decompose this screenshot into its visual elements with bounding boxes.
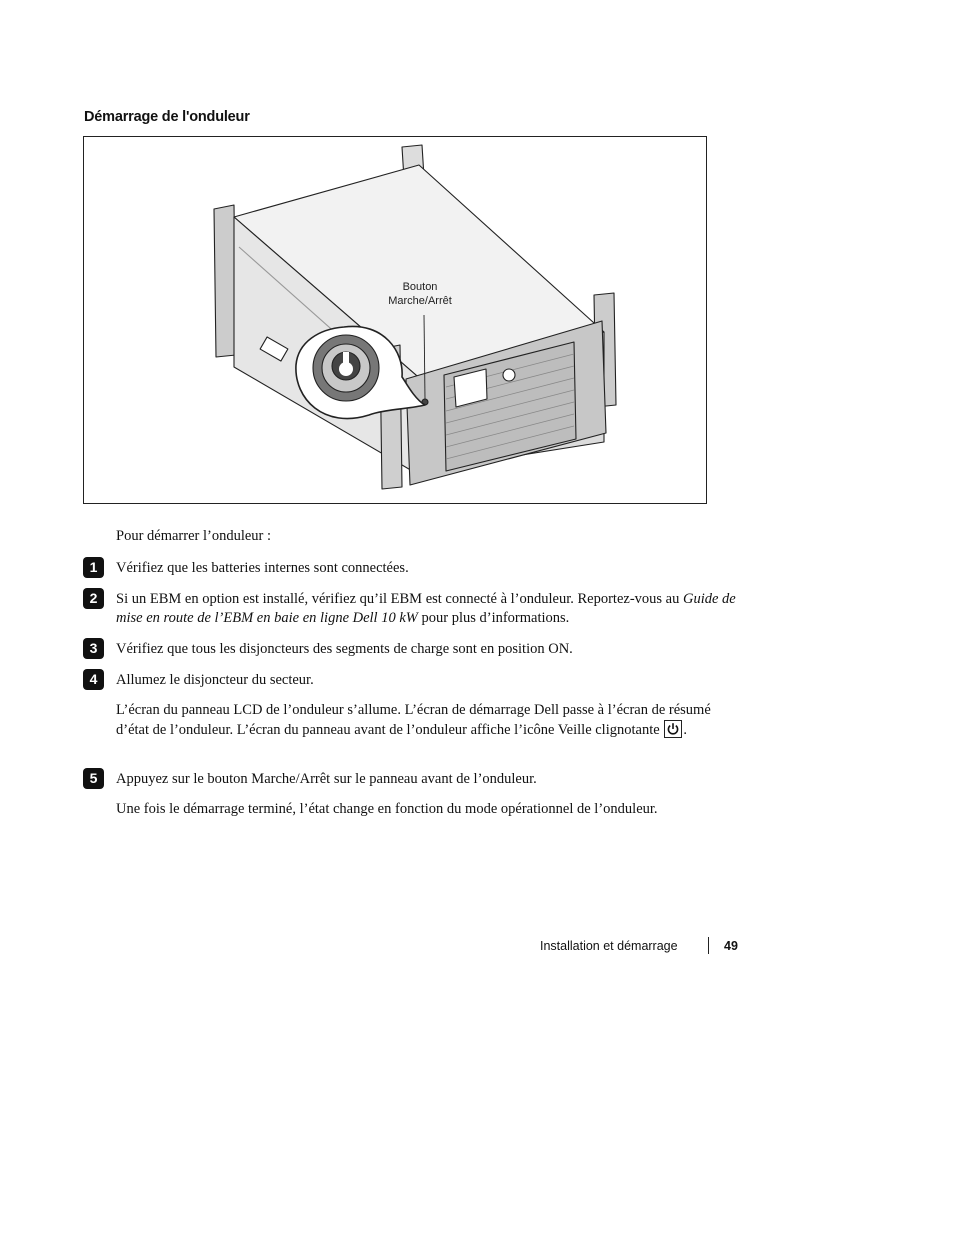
section-title: Démarrage de l'onduleur [84,109,250,125]
step-text-a: Si un EBM en option est installé, vérifiez qu’il EBM est connecté à l’onduleur. Reportez-vous au [116,591,680,607]
step-text: Vérifiez que tous les disjoncteurs des segments de charge sont en position ON. [116,641,573,657]
guide-title: Guide de mise en route de l’EBM en baie en ligne Dell 10 kW [116,591,736,626]
step-text: Vérifiez que les batteries internes sont connectées. [116,560,409,576]
callout-label-line1: Bouton [402,281,438,293]
step-4-note-end: . [683,721,687,738]
ups-illustration [84,137,708,505]
step-5-note: Une fois le démarrage terminé, l’état change en fonction du mode opérationnel de l’onduleur. [116,801,658,817]
step-text [116,590,736,627]
ups-figure [83,136,707,504]
step-4-note [116,701,726,739]
standby-icon [664,720,682,738]
footer-divider [708,937,709,954]
step-text: Appuyez sur le bouton Marche/Arrêt sur le panneau avant de l’onduleur. [116,771,537,787]
step-number: 3 [83,638,104,659]
step-number: 5 [83,768,104,789]
callout-label [380,280,460,308]
intro-text: Pour démarrer l’onduleur : [116,528,272,544]
step-text-b: pour plus d’informations. [421,609,570,626]
step-4-note-text: L’écran du panneau LCD de l’onduleur s’allume. L’écran de démarrage Dell passe à l’écran de résumé d’état de l’onduleur. L’écran du panneau avant de l’onduleur affiche l’icône Veille clignotante [116,702,711,738]
step-number: 4 [83,669,104,690]
page-number: 49 [724,939,738,953]
step-number: 2 [83,588,104,609]
footer-section: Installation et démarrage [540,939,678,953]
step-text: Allumez le disjoncteur du secteur. [116,672,314,688]
step-number: 1 [83,557,104,578]
callout-label-line2: Marche/Arrêt [388,295,452,307]
